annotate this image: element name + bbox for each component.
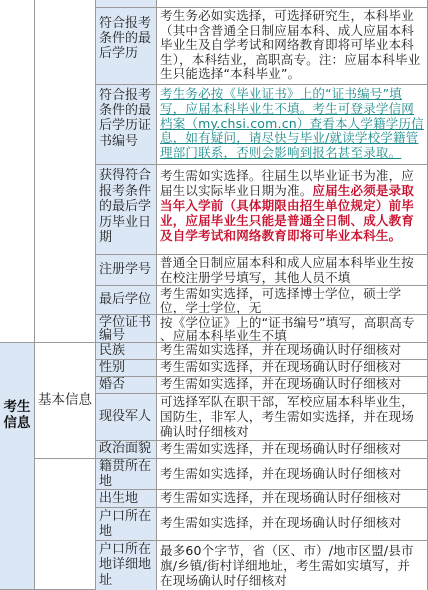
value-cell-final-certificate-number [157, 85, 428, 165]
value-cell-final-degree [157, 286, 428, 315]
row-label: 学位证书 编号 [99, 315, 152, 343]
row-value: 考生需如实选择，并在现场确认时仔细核对 [160, 377, 402, 391]
row-value: 考生需如实选择，可选择博士学位，硕士学 位，学士学位，无 [160, 286, 402, 315]
row-label: 现役军人 [99, 409, 152, 424]
row-value: 考生需如实选择，并在现场确认时仔细核对 [160, 466, 402, 481]
row-label: 出生地 [99, 491, 139, 506]
group-cell-candidate-info [0, 343, 35, 590]
label-cell-ethnicity [96, 343, 157, 360]
label-cell-active-military [96, 394, 157, 441]
row-label: 注册学号 [99, 262, 152, 277]
label-cell-marital-status [96, 377, 157, 394]
value-cell-top-partial [157, 0, 428, 8]
row-value: 考生需如实选择，并在现场确认时仔细核对 [160, 441, 402, 456]
value-cell-final-degree-qualifying [157, 8, 428, 85]
label-cell-final-degree [96, 286, 157, 315]
value-cell-political-status [157, 441, 428, 459]
row-label: 获得符合 报考条件 的最后学 历毕业日 期 [99, 168, 152, 246]
value-cell-native-place [157, 459, 428, 490]
group-cell-top [0, 0, 35, 343]
row-value: 可选择军队在职干部，军校应届本科毕业生， 国防生，非军人，考生需如实选择，并在现场 确认时仔细核对 [160, 394, 415, 439]
row-label: 婚否 [99, 377, 126, 392]
label-cell-graduation-date [96, 165, 157, 255]
subgroup-cell-basic-info [35, 343, 96, 459]
row-value-intro: 考生需如实选择。往届生以毕业证书为准，应 届生以实际毕业日期为准。 [160, 168, 415, 198]
label-cell-degree-certificate-number [96, 315, 157, 343]
subgroup-label: 基本信息 [38, 392, 92, 408]
label-cell-top-partial [96, 0, 157, 8]
label-cell-gender [96, 360, 157, 377]
value-cell-degree-certificate-number [157, 315, 428, 343]
row-value: 考生务必按《毕业证书》上的“证书编号”填 写，应届本科毕业生不填。考生可登录学信网 档案（my.chsi.com.cn）查看本人学籍学历信 息，如有疑问，请尽快与毕业/就读学校学籍管 理部门联系，否则会影响到报名甚至录取。 [160, 86, 424, 161]
label-cell-registration-number [96, 255, 157, 286]
label-cell-hukou-location [96, 508, 157, 541]
row-value: 最多60个字节，省（区、市）/地市区盟/县市 旗/乡镇/街村详细地址，考生需如实填写，并 在现场确认时仔细核对 [160, 543, 414, 589]
subgroup-cell-bottom [35, 459, 96, 590]
label-cell-political-status [96, 441, 157, 459]
row-value: 按《学位证》上的“证书编号”填写，高职高专 、应届本科毕业生不填 [160, 315, 415, 343]
row-value: 考生需如实选择，并在现场确认时仔细核对 [160, 360, 402, 374]
value-cell-marital-status [157, 377, 428, 394]
row-label: 符合报考 条件的最 后学历 [99, 16, 152, 62]
label-cell-final-degree-qualifying [96, 8, 157, 85]
value-cell-active-military [157, 394, 428, 441]
row-label: 最后学位 [99, 292, 152, 307]
label-cell-birthplace [96, 490, 157, 508]
label-cell-native-place [96, 459, 157, 490]
value-cell-hukou-address [157, 541, 428, 590]
value-cell-birthplace [157, 490, 428, 508]
value-cell-ethnicity [157, 343, 428, 360]
value-cell-registration-number [157, 255, 428, 286]
row-label: 籍贯所在 地 [99, 459, 152, 489]
row-label: 性别 [99, 360, 126, 375]
row-label: 户口所在 地详细地 址 [99, 542, 152, 588]
row-value: 考生需如实选择，并在现场确认时仔细核对 [160, 343, 402, 357]
label-cell-hukou-address [96, 541, 157, 590]
row-label: 政治面貌 [99, 441, 152, 456]
row-value: 考生需如实选择，并在现场确认时仔细核对 [160, 515, 402, 530]
row-value-highlight: 应届生必须是录取 当年入学前（具体期限由招生单位规定）前毕 业，应届毕业生只能是普通全日制、成人教育 及自学考试和网络教育即将可毕业本科生。 [160, 183, 415, 243]
subgroup-cell-top [35, 0, 96, 343]
row-value: 普通全日制应届本科和成人应届本科毕业生按 在校注册学号填写，其他人员不填 [160, 255, 415, 285]
group-label: 考生 信息 [3, 399, 31, 431]
label-cell-final-certificate-number [96, 85, 157, 165]
row-label: 符合报考 条件的最 后学历证 书编号 [99, 88, 152, 149]
value-cell-gender [157, 360, 428, 377]
row-label: 民族 [99, 343, 126, 358]
row-value: 考生需如实选择，并在现场确认时仔细核对 [160, 490, 402, 505]
row-label: 户口所在 地 [99, 509, 152, 539]
row-value: 考生务必如实选择，可选择研究生，本科毕业 （其中含普通全日制应届本科、成人应届本科 毕业生及自学考试和网络教育即将可毕业本科 生），本科结业，高职高专。注：应届本科毕业 生只能选择“本科毕业”。 [160, 8, 421, 82]
row-value [157, 165, 427, 243]
value-cell-hukou-location [157, 508, 428, 541]
value-cell-graduation-date [157, 165, 428, 255]
